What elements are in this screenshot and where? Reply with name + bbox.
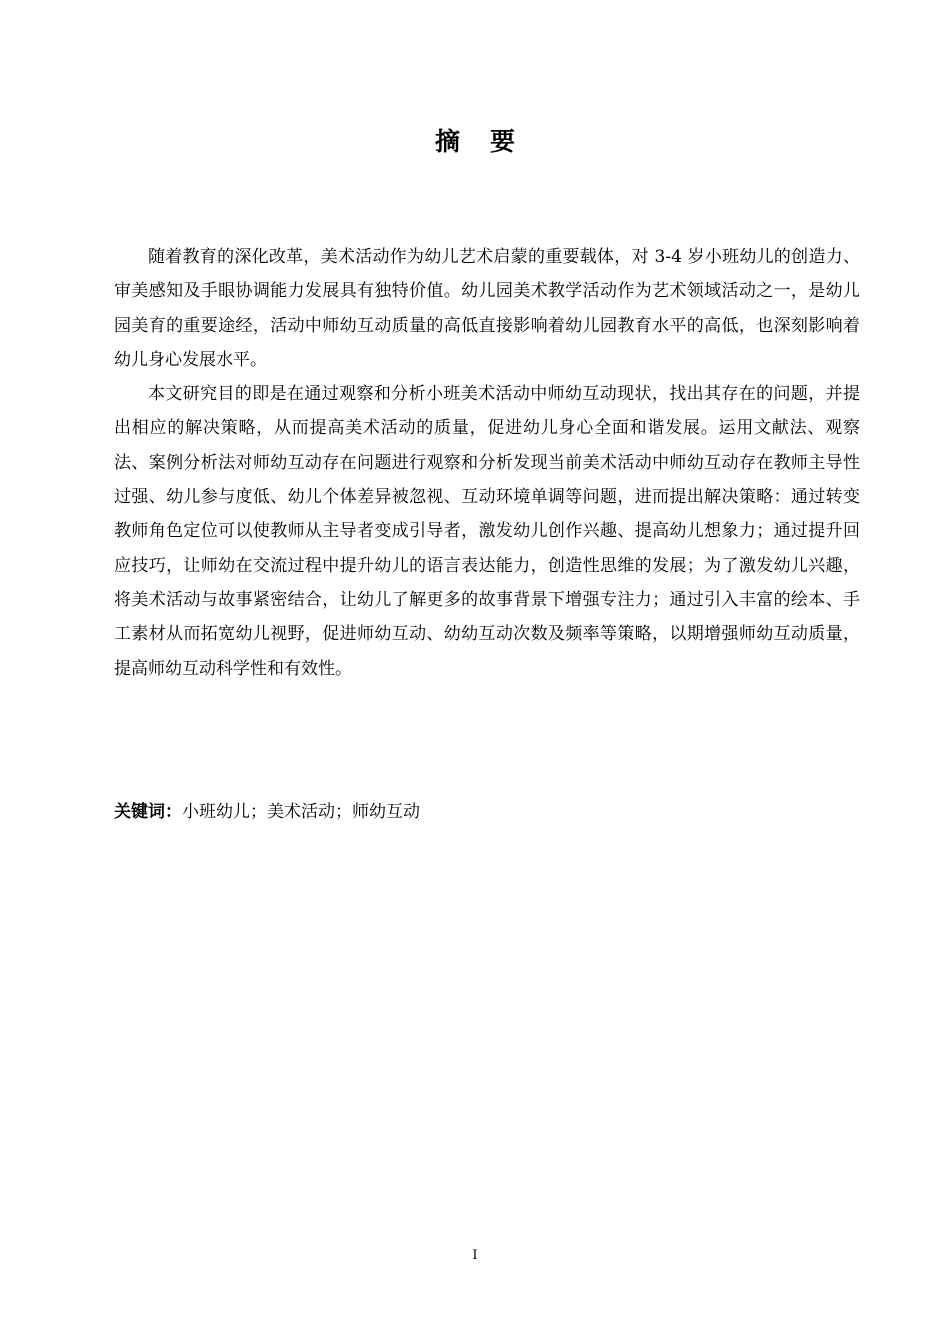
keywords-value: 小班幼儿；美术活动；师幼互动 [182,802,420,822]
abstract-paragraph-1: 随着教育的深化改革，美术活动作为幼儿艺术启蒙的重要载体，对 3-4 岁小班幼儿的创造力、审美感知及手眼协调能力发展具有独特价值。幼儿园美术教学活动作为艺术领域活动之一，是幼儿园美育的重要途经，活动中师幼互动质量的高低直接影响着幼儿园教育水平的高低，也深刻影响着幼儿身心发展水平。 [114,247,860,370]
abstract-title [0,122,950,158]
title-char-2: 要 [490,127,516,156]
keywords-label: 关键词： [114,802,182,822]
title-char-1: 摘 [434,127,460,156]
page-number: I [472,1248,478,1263]
abstract-paragraph-2: 本文研究目的即是在通过观察和分析小班美术活动中师幼互动现状，找出其存在的问题，并提出相应的解决策略，从而提高美术活动的质量，促进幼儿身心全面和谐发展。运用文献法、观察法、案例分析法对师幼互动存在问题进行观察和分析发现当前美术活动中师幼互动存在教师主导性过强、幼儿参与度低、幼儿个体差异被忽视、互动环境单调等问题，进而提出解决策略：通过转变教师角色定位可以使教师从主导者变成引导者，激发幼儿创作兴趣、提高幼儿想象力；通过提升回应技巧，让师幼在交流过程中提升幼儿的语言表达能力，创造性思维的发展；为了激发幼儿兴趣，将美术活动与故事紧密结合，让幼儿了解更多的故事背景下增强专注力；通过引入丰富的绘本、手工素材从而拓宽幼儿视野，促进师幼互动、幼幼互动次数及频率等策略，以期增强师幼互动质量，提高师幼互动科学性和有效性。 [114,384,860,679]
abstract-body [114,240,860,686]
keywords-line [114,797,860,827]
